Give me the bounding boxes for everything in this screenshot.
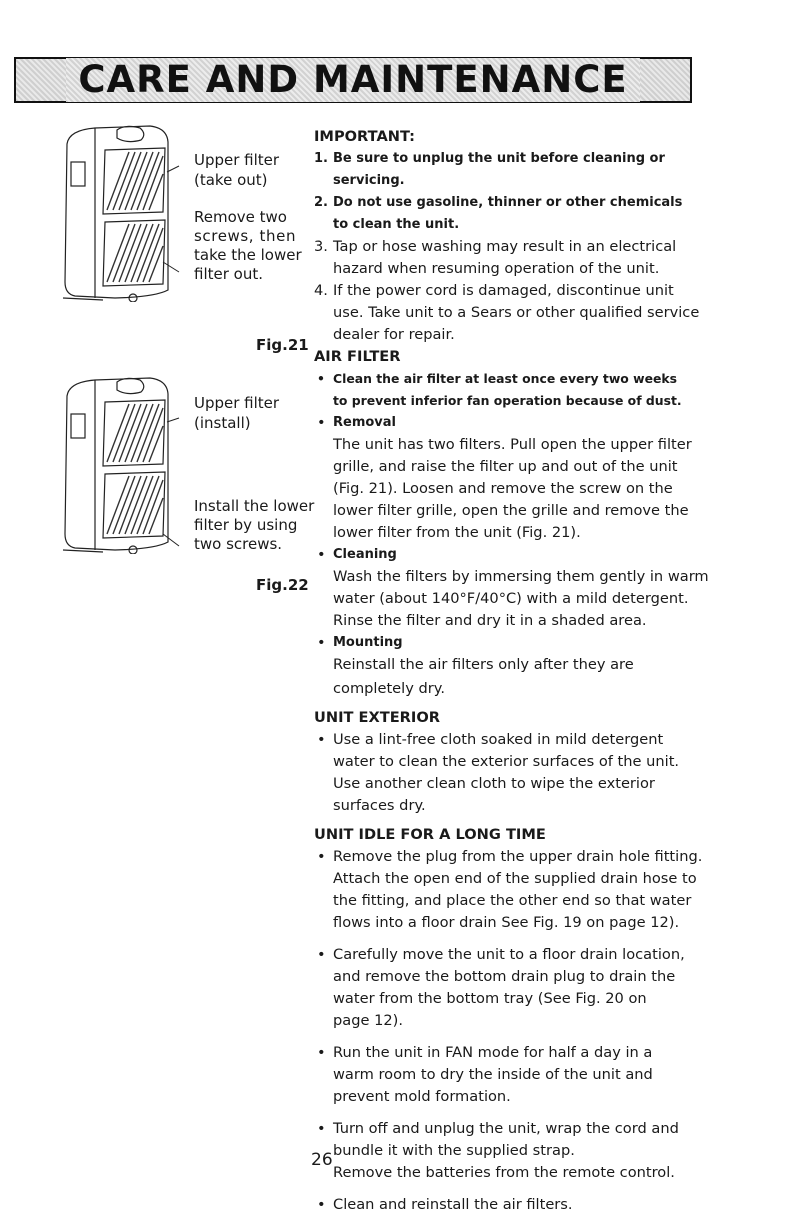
idle-line: Turn off and unplug the unit, wrap the cord and: [333, 1120, 679, 1137]
air-filter-heading: AIR FILTER: [314, 348, 401, 365]
idle-line: water from the bottom tray (See Fig. 20 on: [333, 990, 647, 1007]
bullet-icon: •: [317, 1044, 326, 1061]
section-banner: [14, 57, 692, 103]
important-item-4: [314, 280, 784, 346]
mounting-title: Mounting: [333, 635, 403, 650]
unit-idle-heading: UNIT IDLE FOR A LONG TIME: [314, 826, 546, 843]
fig21-desc-line: take the lower: [194, 246, 302, 264]
item-line: If the power cord is damaged, discontinue unit: [333, 282, 674, 299]
removal-title: Removal: [333, 415, 397, 430]
idle-line: and remove the bottom drain plug to drain the: [333, 968, 676, 985]
figure-22-unit-illustration: [55, 374, 180, 554]
fig22-description: [194, 497, 314, 554]
bullet-icon: •: [317, 546, 326, 563]
bullet-icon: •: [317, 848, 326, 865]
important-item-1: [314, 148, 784, 192]
fig21-desc-line: filter out.: [194, 265, 263, 283]
fig21-caption: Fig.21: [256, 336, 309, 354]
fig22-caption: Fig.22: [256, 576, 309, 594]
figure-21-unit-illustration: [55, 122, 180, 302]
idle-line: flows into a floor drain See Fig. 19 on page 12).: [333, 914, 680, 931]
exterior-line: surfaces dry.: [333, 797, 426, 814]
idle-line: Carefully move the unit to a floor drain location,: [333, 946, 685, 963]
fig21-label-line1: Upper filter: [194, 151, 280, 169]
unit-idle-item-5: [314, 1194, 784, 1216]
idle-line: Remove the plug from the upper drain hole fitting.: [333, 848, 703, 865]
bullet-icon: •: [317, 946, 326, 963]
fig22-desc-line: filter by using: [194, 516, 298, 534]
bullet-icon: •: [317, 414, 326, 431]
air-filter-cleaning: [314, 544, 784, 632]
section-title: CARE AND MAINTENANCE: [66, 58, 639, 102]
idle-line: page 12).: [333, 1012, 403, 1029]
bullet-icon: •: [317, 371, 325, 386]
fig22-label-line2: (install): [194, 414, 251, 432]
important-heading: IMPORTANT:: [314, 128, 415, 145]
exterior-line: water to clean the exterior surfaces of the unit.: [333, 753, 680, 770]
idle-line: bundle it with the supplied strap.: [333, 1142, 575, 1159]
item-line: dealer for repair.: [333, 326, 455, 343]
important-item-3: [314, 236, 784, 280]
item-line: servicing.: [333, 173, 405, 188]
cleaning-title: Cleaning: [333, 547, 397, 562]
mounting-line: completely dry.: [333, 680, 445, 697]
item-number: 3.: [314, 238, 328, 255]
bullet-icon: •: [317, 731, 326, 748]
fig22-upper-filter-label: [194, 393, 279, 433]
cleaning-line: Wash the filters by immersing them gently in warm: [333, 568, 709, 585]
idle-line: prevent mold formation.: [333, 1088, 511, 1105]
air-filter-clean-note: [314, 368, 784, 412]
bullet-icon: •: [317, 634, 326, 651]
idle-line: the fitting, and place the other end so that water: [333, 892, 692, 909]
cleaning-line: Rinse the filter and dry it in a shaded area.: [333, 612, 647, 629]
item-line: Do not use gasoline, thinner or other chemicals: [333, 195, 683, 210]
removal-line: The unit has two filters. Pull open the upper filter: [333, 436, 692, 453]
item-line: use. Take unit to a Sears or other qualified service: [333, 304, 700, 321]
instructions-column: [314, 126, 784, 1216]
unit-exterior-heading: UNIT EXTERIOR: [314, 709, 440, 726]
removal-line: lower filter from the unit (Fig. 21).: [333, 524, 581, 541]
fig21-upper-filter-label: [194, 150, 279, 190]
item-line: to clean the unit.: [333, 217, 460, 232]
idle-line: Remove the batteries from the remote control.: [333, 1164, 675, 1181]
idle-line: Run the unit in FAN mode for half a day in a: [333, 1044, 653, 1061]
unit-idle-item-4: [314, 1118, 784, 1184]
idle-line: Attach the open end of the supplied drain hose to: [333, 870, 697, 887]
item-number: 2.: [314, 195, 328, 210]
exterior-line: Use a lint-free cloth soaked in mild detergent: [333, 731, 664, 748]
fig21-label-line2: (take out): [194, 171, 268, 189]
page-number: 26: [311, 1150, 333, 1170]
fig21-desc-line: screws, then: [194, 227, 297, 245]
unit-idle-item-2: [314, 944, 784, 1032]
bullet-icon: •: [317, 1196, 326, 1213]
air-filter-mounting: [314, 632, 784, 700]
item-number: 1.: [314, 151, 328, 166]
fig21-desc-line: Remove two: [194, 208, 287, 226]
removal-line: grille, and raise the filter up and out of the unit: [333, 458, 678, 475]
idle-line: warm room to dry the inside of the unit and: [333, 1066, 653, 1083]
unit-idle-item-3: [314, 1042, 784, 1108]
fig22-desc-line: two screws.: [194, 535, 283, 553]
item-line: Be sure to unplug the unit before cleaning or: [333, 151, 665, 166]
cleaning-line: water (about 140°F/40°C) with a mild detergent.: [333, 590, 689, 607]
removal-line: (Fig. 21). Loosen and remove the screw on the: [333, 480, 673, 497]
important-item-2: [314, 192, 784, 236]
item-line: hazard when resuming operation of the unit.: [333, 260, 660, 277]
unit-exterior-item: [314, 729, 784, 817]
item-line: Tap or hose washing may result in an electrical: [333, 238, 677, 255]
removal-line: lower filter grille, open the grille and remove the: [333, 502, 689, 519]
fig22-desc-line: Install the lower: [194, 497, 315, 515]
bullet-icon: •: [317, 1120, 326, 1137]
mounting-line: Reinstall the air filters only after they are: [333, 656, 634, 673]
exterior-line: Use another clean cloth to wipe the exterior: [333, 775, 655, 792]
note-line: Clean the air filter at least once every two weeks: [333, 371, 677, 386]
air-filter-removal: [314, 412, 784, 544]
item-number: 4.: [314, 282, 328, 299]
fig22-label-line1: Upper filter: [194, 394, 280, 412]
note-line: to prevent inferior fan operation because of dust.: [333, 393, 682, 408]
unit-idle-item-1: [314, 846, 784, 934]
fig21-description: [194, 208, 302, 284]
idle-line: Clean and reinstall the air filters.: [333, 1196, 573, 1213]
